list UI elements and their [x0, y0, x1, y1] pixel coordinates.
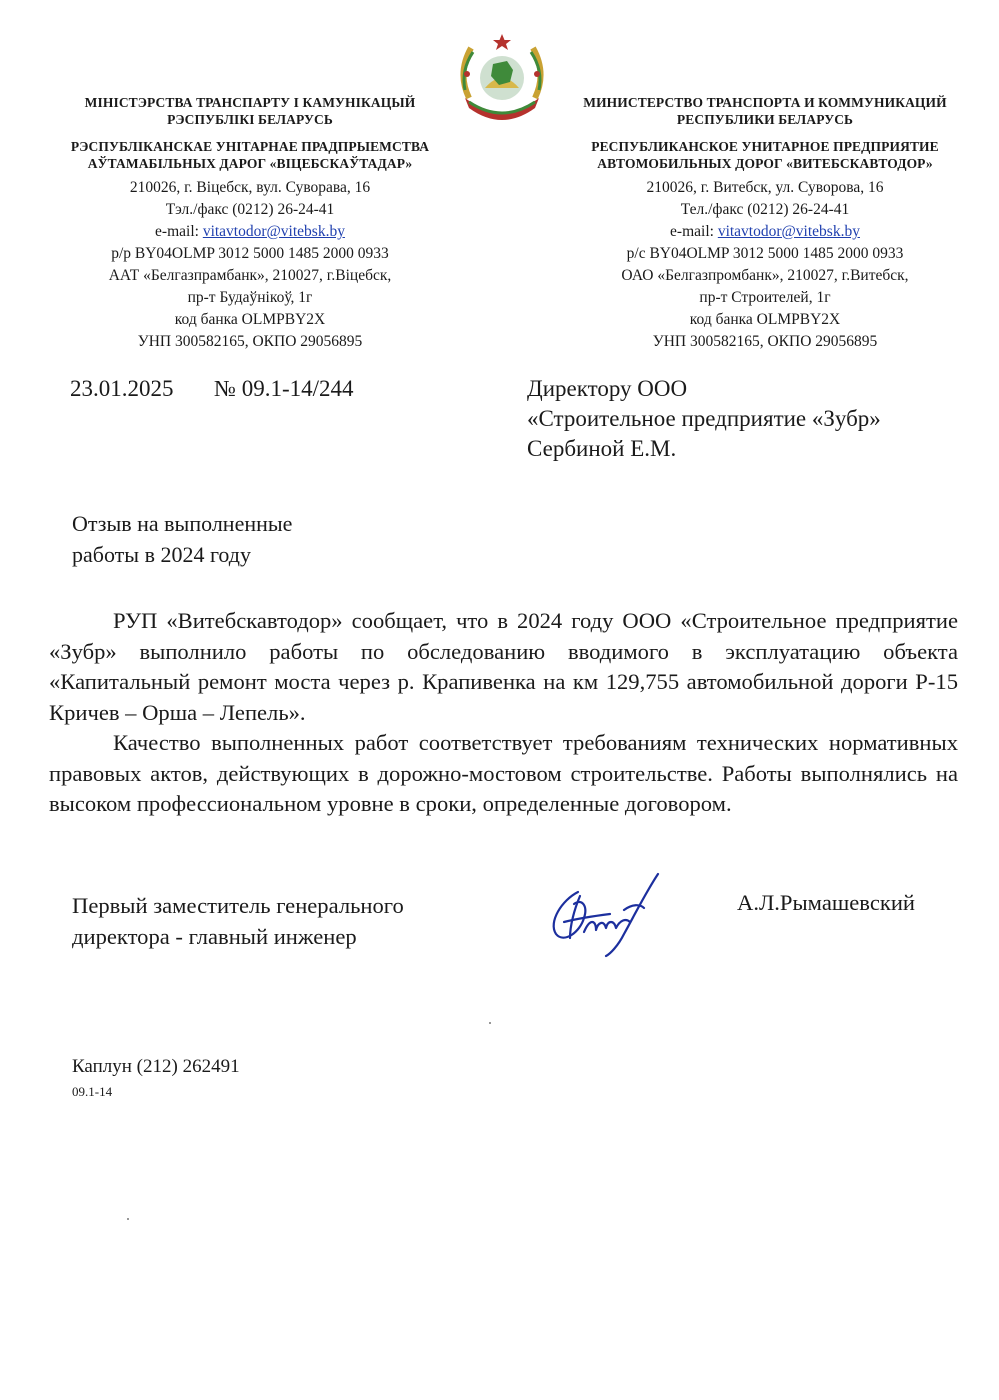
ministry-name-be-line1: МІНІСТЭРСТВА ТРАНСПАРТУ І КАМУНІКАЦЫЙ	[84, 95, 416, 110]
signer-title	[72, 890, 404, 952]
account-be: р/р BY04OLMP 3012 5000 1485 2000 0933	[111, 245, 389, 262]
org-name-ru-line2: АВТОМОБИЛЬНЫХ ДОРОГ «ВИТЕБСКАВТОДОР»	[597, 156, 933, 171]
recipient-line3: Сербиной Е.М.	[527, 436, 677, 461]
unp-ru: УНП 300582165, ОКПО 29056895	[652, 333, 878, 350]
email-line-be	[40, 221, 460, 243]
email-link-ru[interactable]: vitavtodor@vitebsk.by	[717, 223, 860, 240]
email-label-ru: e-mail:	[670, 223, 718, 240]
header-left	[40, 94, 460, 353]
address-ru: 210026, г. Витебск, ул. Суворова, 16	[646, 179, 884, 196]
executor-contact: Каплун (212) 262491	[72, 1056, 240, 1077]
bank-ru-line1: ОАО «Белгазпромбанк», 210027, г.Витебск,	[621, 267, 909, 284]
phone-ru: Тел./факс (0212) 26-24-41	[680, 201, 850, 218]
signer-title-line1: Первый заместитель генерального	[72, 893, 404, 918]
email-line-ru	[555, 221, 975, 243]
signer-title-line2: директора - главный инженер	[72, 924, 357, 949]
ministry-name-ru-line1: МИНИСТЕРСТВО ТРАНСПОРТА И КОММУНИКАЦИЙ	[583, 95, 947, 110]
phone-be: Тэл./факс (0212) 26-24-41	[165, 201, 335, 218]
body-paragraph-2: Качество выполненных работ соответствует требованиям технических нормативных правовых актов, действующих в дорожно-мостовом строительстве. Работы выполнялись на высоком профессиональном уровне в сроки, определенные договором.	[49, 730, 958, 816]
bank-be-line2: пр-т Будаўнікоў, 1г	[187, 289, 313, 306]
body-paragraph-1: РУП «Витебскавтодор» сообщает, что в 2024 году ООО «Строительное предприятие «Зубр» выполнило работы по обследованию вводимого в эксплуатацию объекта «Капитальный ремонт моста через р. Крапивенка на км 129,755 автомобильной дороги Р-15 Кричев – Орша – Лепель».	[49, 608, 958, 725]
bank-ru-line2: пр-т Строителей, 1г	[699, 289, 831, 306]
document-index: 09.1-14	[72, 1084, 113, 1099]
bank-be-line1: ААТ «Белгазпрамбанк», 210027, г.Віцебск,	[108, 267, 392, 284]
ministry-name-ru-line2: РЕСПУБЛИКИ БЕЛАРУСЬ	[676, 112, 854, 127]
state-emblem	[455, 28, 549, 124]
scan-speck	[489, 1022, 491, 1024]
org-name-be-line2: АЎТАМАБІЛЬНЫХ ДАРОГ «ВІЦЕБСКАЎТАДАР»	[87, 156, 413, 171]
header-right	[555, 94, 975, 353]
signer-name: А.Л.Рымашевский	[737, 890, 916, 915]
recipient-line2: «Строительное предприятие «Зубр»	[527, 406, 881, 431]
letter-date: 23.01.2025	[70, 376, 174, 401]
handwritten-signature	[540, 870, 670, 960]
subject-block	[72, 508, 292, 570]
subject-line1: Отзыв на выполненные	[72, 511, 293, 536]
org-name-be-line1: РЭСПУБЛІКАНСКАЕ УНІТАРНАЕ ПРАДПРЫЕМСТВА	[70, 139, 430, 154]
address-be: 210026, г. Віцебск, вул. Суворава, 16	[129, 179, 371, 196]
org-name-ru-line1: РЕСПУБЛИКАНСКОЕ УНИТАРНОЕ ПРЕДПРИЯТИЕ	[591, 139, 939, 154]
recipient-line1: Директору ООО	[527, 376, 688, 401]
ministry-name-be-line2: РЭСПУБЛІКІ БЕЛАРУСЬ	[167, 112, 333, 127]
bank-code-be: код банка OLMPBY2X	[174, 311, 326, 328]
email-link-be[interactable]: vitavtodor@vitebsk.by	[202, 223, 345, 240]
recipient-block	[527, 374, 881, 464]
email-label-be: e-mail:	[155, 223, 203, 240]
account-ru: р/с BY04OLMP 3012 5000 1485 2000 0933	[626, 245, 904, 262]
bank-code-ru: код банка OLMPBY2X	[689, 311, 841, 328]
registration-number: № 09.1-14/244	[214, 376, 354, 401]
scan-speck	[127, 1218, 129, 1220]
subject-line2: работы в 2024 году	[72, 542, 251, 567]
unp-be: УНП 300582165, ОКПО 29056895	[137, 333, 363, 350]
